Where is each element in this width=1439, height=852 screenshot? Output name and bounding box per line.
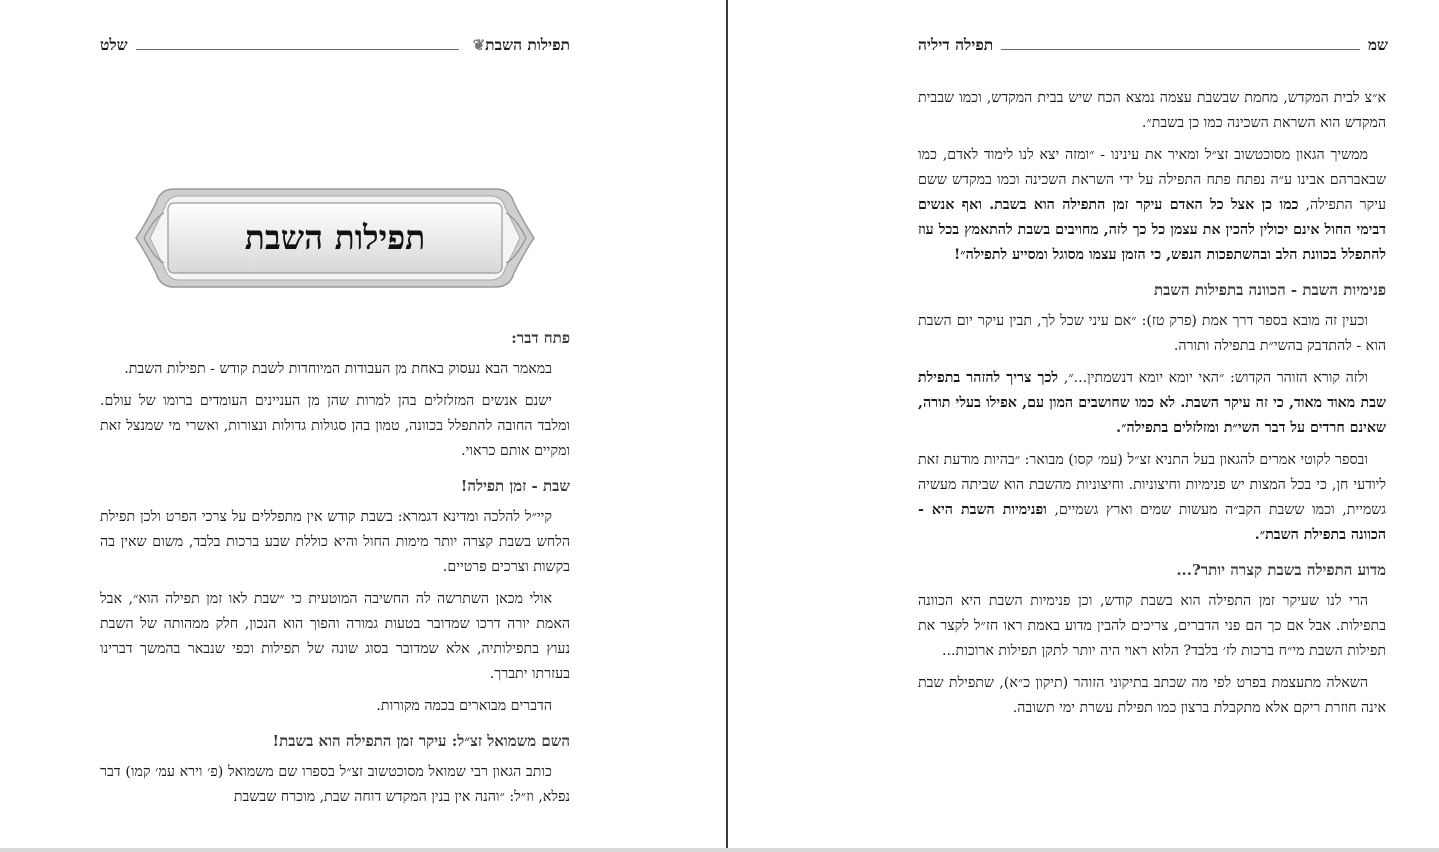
section-heading: השם משמואל זצ״ל: עיקר זמן התפילה הוא בשבת! [272, 732, 570, 750]
paragraph-emphasis: כמו כן אצל כל האדם עיקר זמן התפילה הוא בשבת. ואף אנשים דבימי החול אינם יכולין להכין את עצמן כל כך לזה, מחויבים בשבת להתאמץ בכל עוז להתפלל בכוונת הלב ובהשתפכות הנפש, כי הזמן עצמו מסוגל ומסייע לתפילה״! [918, 197, 1386, 263]
page-bottom-edge [0, 848, 1439, 852]
paragraph-text: ולזה קורא הזוהר הקדוש: ״האי יומא יומא דנשמתין...״, [1058, 370, 1368, 386]
lotus-ornament-icon: ❦ [472, 36, 486, 54]
paragraph-emphasis: לכך צריך להזהר בתפילת שבת מאוד מאוד, כי זה עיקר השבת. לא כמו שחושבים המון עם, אפילו בעלי תורה, שאינם חרדים על דבר השי״ת ומזלזלים בתפילה״. [918, 370, 1386, 436]
title-banner [134, 183, 536, 293]
body-paragraph: קיי״ל להלכה ומדינא דגמרא: בשבת קודש אין מתפללים על צרכי הפרט ולכן תפילת הלחש בשבת קצרה יותר מימות החול והיא כוללת שבע ברכות בלבד, משום שאין בה בקשות וצרכים פרטיים. [100, 509, 570, 575]
body-paragraph: הרי לנו שעיקר זמן התפילה הוא בשבת קודש, וכן פנימיות השבת היא הכוונה בתפילות. אבל אם כך הם פני הדברים, צריכים להבין מדוע באמת ראו חז״ל לקצר את תפילות השבת מי״ח ברכות לז׳ בלבד? הלוא ראוי היה יותר לתקן תפילות ארוכות... [918, 593, 1386, 659]
body-paragraph: במאמר הבא נעסוק באחת מן העבודות המיוחדות לשבת קודש - תפילות השבת. [124, 361, 552, 377]
body-paragraph: הדברים מבוארים בכמה מקורות. [376, 698, 552, 714]
left-page-body [100, 316, 570, 817]
left-header-title: תפילות השבת [485, 35, 570, 54]
section-heading: פנימיות השבת - הכוונה בתפילות השבת [1154, 281, 1386, 299]
section-heading: מדוע התפילה בשבת קצרה יותר?... [1176, 561, 1386, 579]
right-page-body [918, 86, 1386, 728]
body-paragraph: אולי מכאן השתרשה לה החשיבה המוטעית כי ״שבת לאו זמן תפילה הוא״, אבל האמת יורה דרכו שמדובר בטעות גמורה והפוך הוא הנכון, חלק ממהותה של השבת נעוץ בתפילותיה, אלא שמדובר בסוג שונה של תפילות וכפי שנבאר בהמשך דברינו בעזרתו יתברך. [100, 591, 570, 682]
body-paragraph: השאלה מתעצמת בפרט לפי מה שכתב בתיקוני הזוהר (תיקון כ״א), שתפילת שבת אינה חוזרת ריקם אלא מתקבלת ברצון כמו תפילת עשרת ימי תשובה. [918, 675, 1386, 716]
paragraph-text: ובספר לקוטי אמרים להגאון בעל התניא זצ״ל (עמ׳ קסו) מבואר: ״בהיות מודעת זאת ליודעי חן, כי בכל המצות יש פנימיות וחיצוניות. וחיצוניות מהשבת הוא שביתה מעשיה גשמיית, וכמו ששבת הקב״ה מעשות שמים וארץ גשמיים, [918, 452, 1386, 518]
body-paragraph [918, 366, 1386, 441]
body-paragraph: וכעין זה מובא בספר דרך אמת (פרק טז): ״אם עיני שכל לך, תבין עיקר יום השבת הוא - להתדבק בהשי״ת בתפילה ותורה. [918, 313, 1386, 354]
section-heading: שבת - זמן תפילה! [460, 477, 570, 495]
right-page [728, 0, 1439, 848]
body-paragraph: כותב הגאון רבי שמואל מסוכטשוב זצ״ל בספרו שם משמואל (פ׳ וירא עמ׳ קמו) דבר נפלא, וז״ל: ״והנה אין בנין המקדש דוחה שבת, מוכרח שבשבת [100, 764, 570, 805]
banner-title: תפילות השבת [244, 218, 426, 257]
body-paragraph: א״צ לבית המקדש, מחמת שבשבת עצמה נמצא הכח שיש בבית המקדש, וכמו שבבית המקדש הוא השראת השכינה כמו כן בשבת״. [918, 90, 1386, 131]
paragraph-emphasis: ופנימיות השבת היא - הכוונה בתפילת השבת״. [918, 502, 1386, 543]
section-heading: פתח דבר: [511, 329, 570, 347]
header-rule [1001, 40, 1360, 50]
right-header-title: תפילה דיליה [918, 35, 994, 54]
body-paragraph [918, 448, 1386, 548]
body-paragraph: ישנם אנשים המזלזלים בהן למרות שהן מן העניינים העומדים ברומו של עולם. ומלבד החובה להתפלל בכוונה, טמון בהן סגולות גדולות ונצורות, ואשרי מי שמנצל זאת ומקיים אותם כראוי. [100, 393, 570, 459]
right-page-number: שמ [1367, 35, 1388, 54]
body-paragraph [918, 143, 1386, 268]
left-running-header [100, 34, 570, 56]
right-running-header [918, 34, 1388, 56]
left-page-number: שלט [100, 35, 128, 54]
header-rule [136, 40, 459, 50]
paragraph-text: ממשיך הגאון מסוכטשוב זצ״ל ומאיר את עינינו - ״ומזה יצא לנו לימוד לאדם, כמו שבאברהם אבינו ע״ה נפתח פתח התפילה על ידי השראת השכינה וכמו במקדש ששם עיקר התפילה, [918, 147, 1386, 213]
